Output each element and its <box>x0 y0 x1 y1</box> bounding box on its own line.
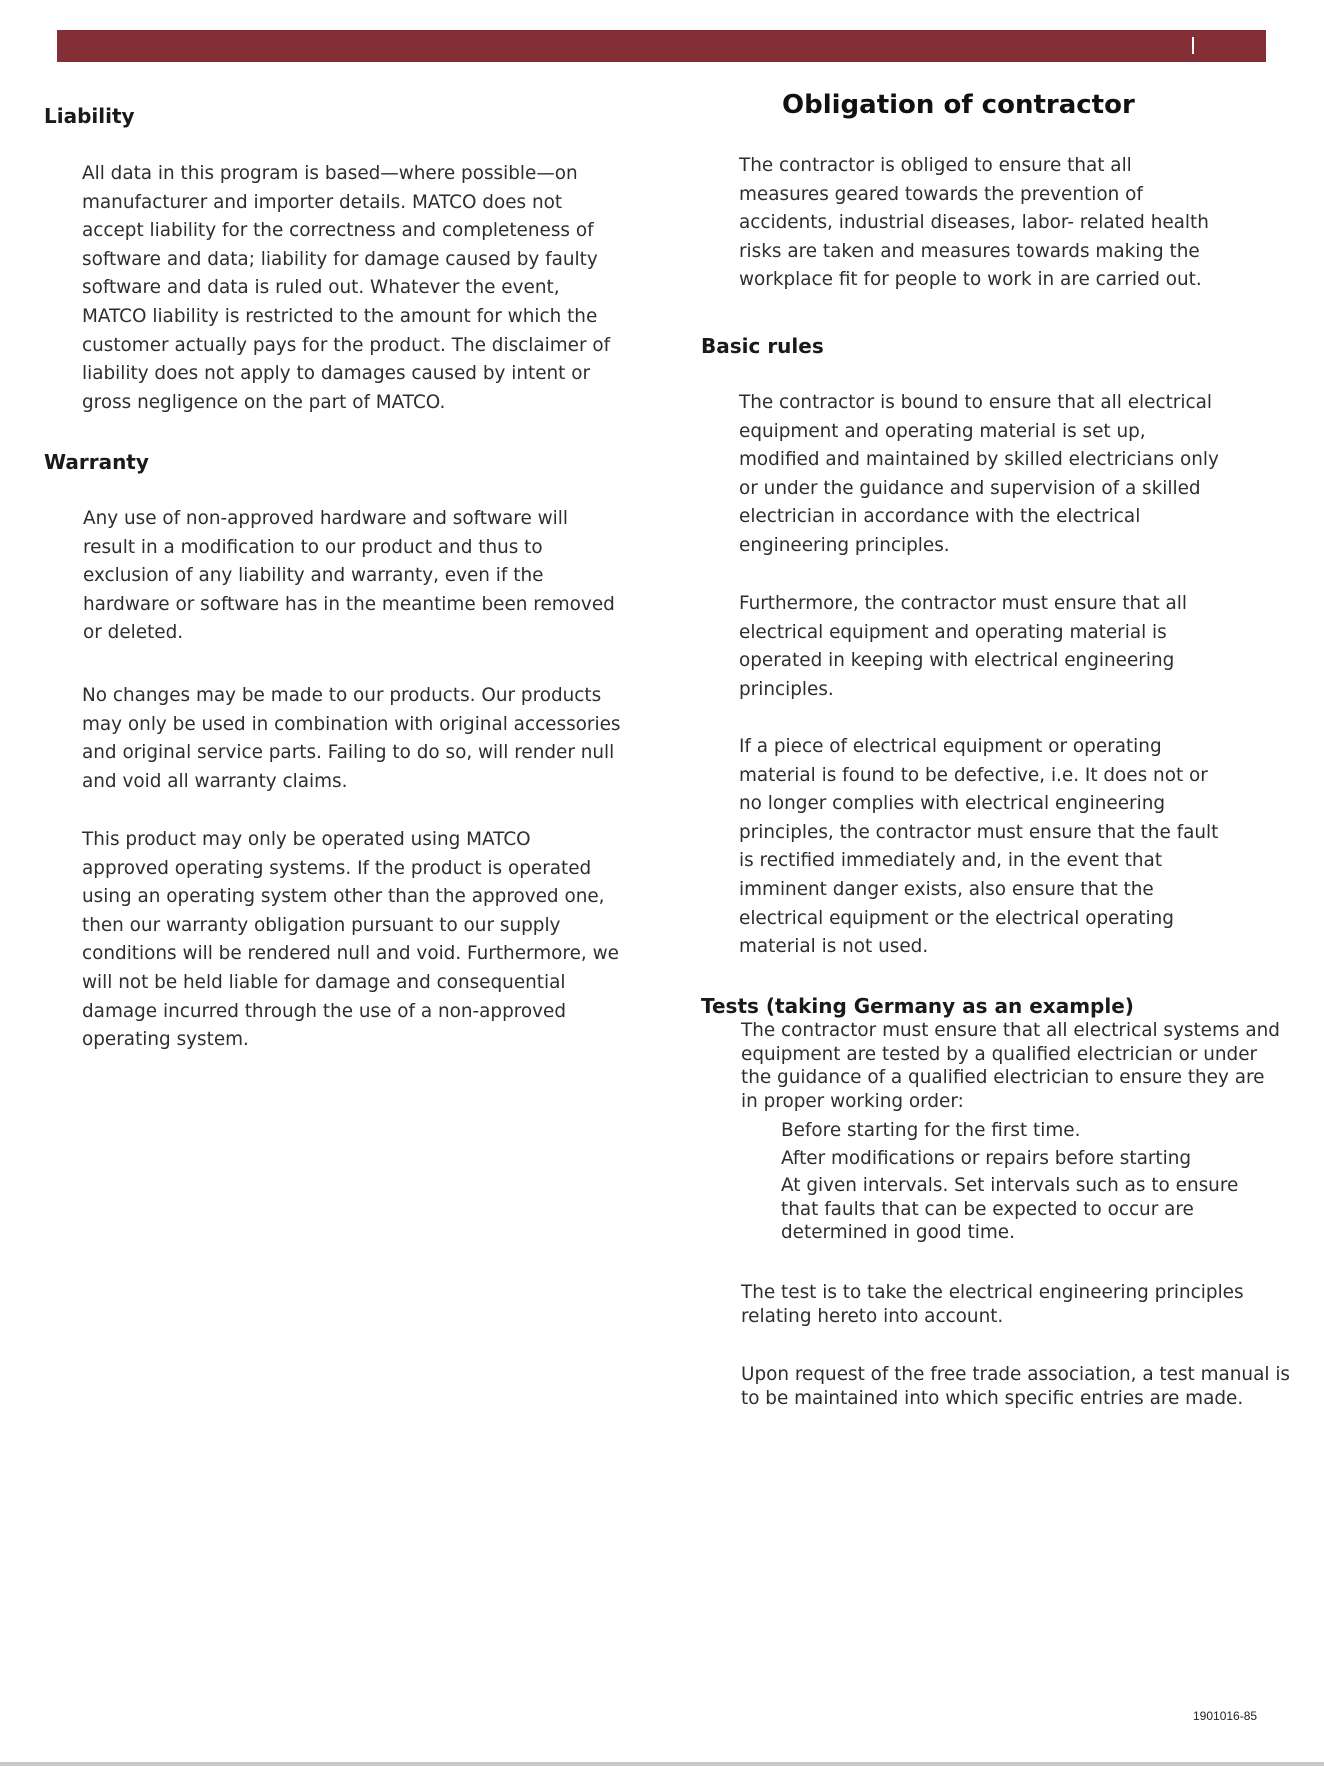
warranty-paragraph-2: No changes may be made to our products. Our products may only be used in combination with original accessories and original service parts. Failing to do so, will render null and void all warranty claims. <box>82 685 621 792</box>
obligation-heading: Obligation of contractor <box>782 90 1135 120</box>
list-item: After modifications or repairs before starting <box>781 1147 1192 1169</box>
list-item: At given intervals. Set intervals such as to ensure that faults that can be expected to occur are determined in good time. <box>781 1175 1239 1243</box>
header-bar <box>57 30 1266 62</box>
basic-rules-paragraph-3: If a piece of electrical equipment or operating material is found to be defective, i.e. It does not or no longer complies with electrical engineering principles, the contractor must ensure that the fault is rectified immediately and, in the event that imminent danger exists, also ensure that the electrical equipment or the electrical operating material is not used. <box>739 736 1219 958</box>
obligation-text: The contractor is obliged to ensure that all measures geared towards the prevention of accidents, industrial diseases, labor- related health risks are taken and measures towards making the workplace fit for people to work in are carried out. <box>739 155 1209 291</box>
liability-heading: Liability <box>44 104 135 128</box>
header-divider <box>1192 37 1194 54</box>
basic-rules-heading: Basic rules <box>701 334 824 358</box>
warranty-paragraph-3: This product may only be operated using MATCO approved operating systems. If the product is operated using an operating system other than the approved one, then our warranty obligation pursuant to our supply conditions will be rendered null and void. Furthermore, we will not be held liable for damage and consequential damage incurred through the use of a non-approved operating system. <box>82 829 619 1051</box>
tests-paragraph-2: Upon request of the free trade association, a test manual is to be maintained into which specific entries are made. <box>741 1364 1291 1409</box>
document-code: 1901016-85 <box>1193 1709 1258 1723</box>
basic-rules-paragraph-1: The contractor is bound to ensure that all electrical equipment and operating material is set up, modified and maintained by skilled electricians only or under the guidance and supervision of a skilled electrician in accordance with the electrical engineering principles. <box>739 392 1219 556</box>
list-item: Before starting for the first time. <box>781 1120 1081 1141</box>
tests-heading: Tests (taking Germany as an example) <box>701 994 1134 1018</box>
tests-list <box>781 1119 1261 1249</box>
warranty-heading: Warranty <box>44 450 149 474</box>
liability-text: All data in this program is based—where possible—on manufacturer and importer details. MATCO does not accept liability for the correctness and completeness of software and data; liability for damage caused by faulty software and data is ruled out. Whatever the event, MATCO liability is restricted to the amount for which the customer actually pays for the product. The disclaimer of liability does not apply to damages caused by intent or gross negligence on the part of MATCO. <box>82 163 611 413</box>
bottom-rule <box>0 1762 1324 1766</box>
warranty-paragraph-1: Any use of non-approved hardware and software will result in a modification to our product and thus to exclusion of any liability and warranty, even if the hardware or software has in the meantime been removed or deleted. <box>83 508 615 644</box>
basic-rules-paragraph-2: Furthermore, the contractor must ensure that all electrical equipment and operating material is operated in keeping with electrical engineering principles. <box>739 593 1188 700</box>
tests-intro: The contractor must ensure that all electrical systems and equipment are tested by a qualified electrician or under the guidance of a qualified electrician to ensure they are in proper working order: <box>741 1020 1280 1112</box>
tests-paragraph-1: The test is to take the electrical engineering principles relating hereto into account. <box>741 1282 1244 1327</box>
